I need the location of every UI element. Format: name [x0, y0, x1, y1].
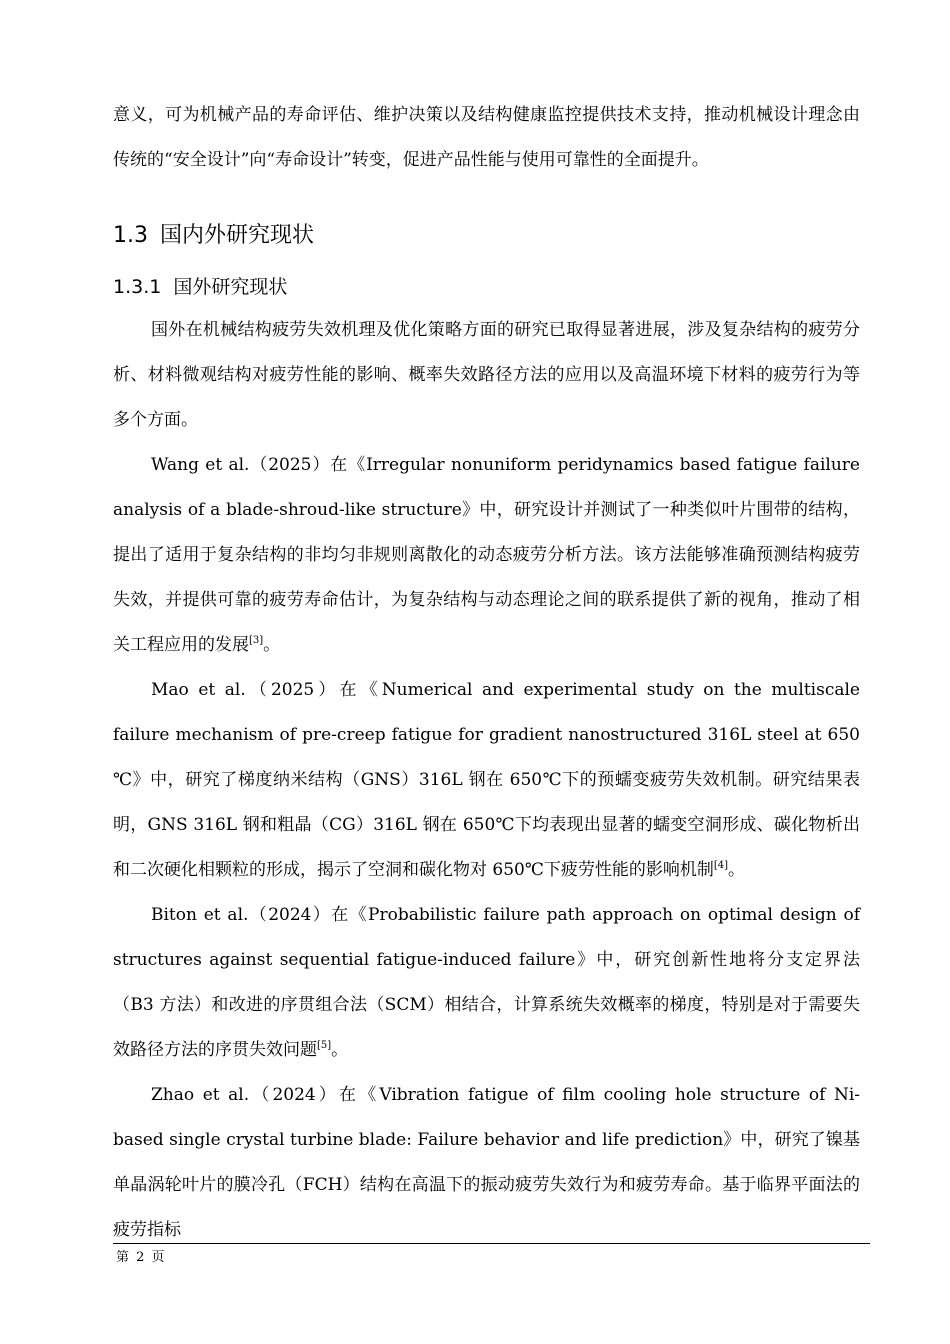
- subsection-title: 国外研究现状: [173, 276, 288, 298]
- paragraph-wang: Wang et al.（2025）在《Irregular nonuniform peridynamics based fatigue failure analysis of a blade-shroud-like structure》中，研究设计并测试了一种类似叶片围带的结构，提出了适用于复杂结构的非均匀非规则离散化的动态疲劳分析方法。该方法能够准确预测结构疲劳失效，并提供可靠的疲劳寿命估计，为复杂结构与动态理论之间的联系提供了新的视角，推动了相关工程应用的发展[3]。: [113, 455, 860, 655]
- citation-ref: [3]: [249, 635, 264, 646]
- citation-ref: [4]: [713, 860, 729, 871]
- paragraph-biton: Biton et al.（2024）在《Probabilistic failure path approach on optimal design of structures against sequential fatigue-induced failure》中，研究创新性地将分支定界法（B3 方法）和改进的序贯组合法（SCM）相结合，计算系统失效概率的梯度，特别是对于需要失效路径方法的序贯失效问题[5]。: [113, 905, 860, 1060]
- subsection-number: 1.3.1: [113, 276, 162, 298]
- footer-divider: [113, 1243, 870, 1244]
- paragraph-intro: 国外在机械结构疲劳失效机理及优化策略方面的研究已取得显著进展，涉及复杂结构的疲劳分析、材料微观结构对疲劳性能的影响、概率失效路径方法的应用以及高温环境下材料的疲劳行为等多个方面。: [113, 320, 860, 430]
- section-title: 国内外研究现状: [160, 223, 315, 248]
- paragraph-mao: Mao et al.（2025）在《Numerical and experimental study on the multiscale failure mechanism of pre-creep fatigue for gradient nanostructured 316L steel at 650 ℃》中，研究了梯度纳米结构（GNS）316L 钢在 650℃下的预蠕变疲劳失效机制。研究结果表明，GNS 316L 钢和粗晶（CG）316L 钢在 650℃下均表现出显著的蠕变空洞形成、碳化物析出和二次硬化相颗粒的形成，揭示了空洞和碳化物对 650℃下疲劳性能的影响机制[4]。: [113, 680, 860, 880]
- citation-ref: [5]: [317, 1040, 332, 1051]
- subsection-heading: [113, 272, 287, 299]
- continued-paragraph: 意义，可为机械产品的寿命评估、维护决策以及结构健康监控提供技术支持，推动机械设计理念由传统的“安全设计”向“寿命设计”转变，促进产品性能与使用可靠性的全面提升。: [113, 105, 860, 170]
- page-number: 第 2 页: [116, 1250, 165, 1265]
- paragraph-zhao: Zhao et al.（2024）在《Vibration fatigue of film cooling hole structure of Ni-based single crystal turbine blade: Failure behavior and life prediction》中，研究了镍基单晶涡轮叶片的膜冷孔（FCH）结构在高温下的振动疲劳失效行为和疲劳寿命。基于临界平面法的疲劳指标: [113, 1085, 860, 1240]
- section-heading: [113, 218, 314, 249]
- section-number: 1.3: [113, 223, 148, 248]
